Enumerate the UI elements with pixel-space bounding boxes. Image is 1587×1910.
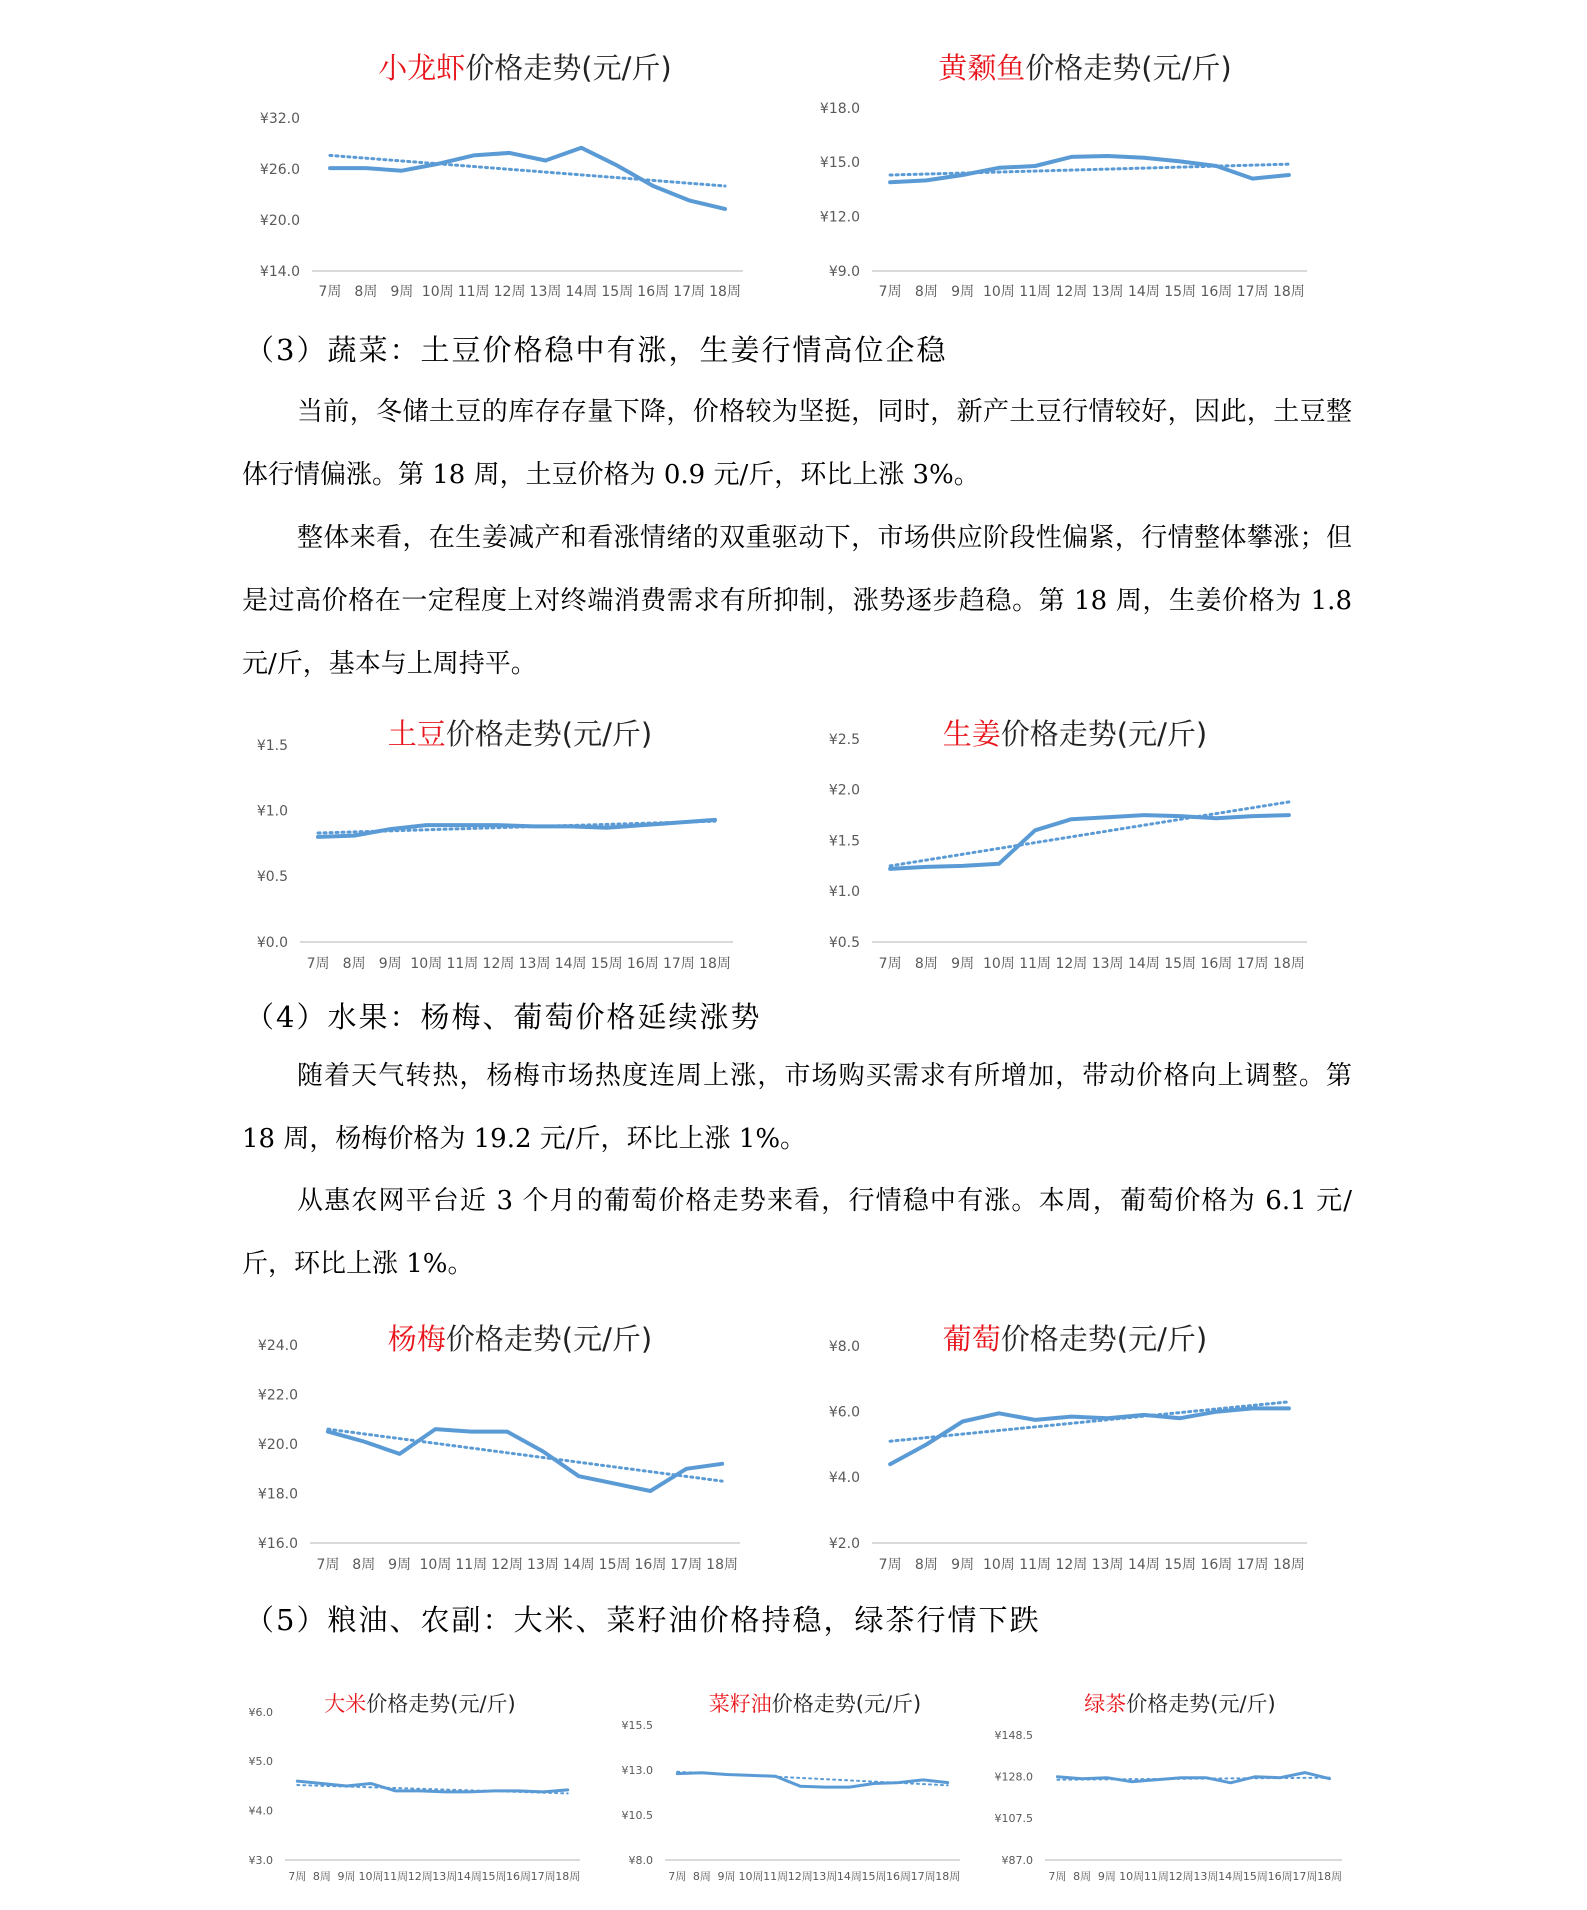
x-tick-label: 8周	[342, 956, 366, 972]
x-tick-label: 10周	[421, 284, 454, 300]
section-heading-vegetable: （3）蔬菜：土豆价格稳中有涨，生姜行情高位企稳	[245, 333, 948, 367]
y-tick-label: ¥20.0	[257, 1436, 298, 1453]
x-tick-label: 12周	[1055, 1557, 1088, 1573]
x-tick-label: 8周	[914, 284, 938, 300]
x-tick-label: 16周	[506, 1870, 532, 1883]
chart-plot	[240, 1315, 770, 1580]
chart-rice	[240, 1680, 590, 1890]
x-tick-label: 11周	[763, 1870, 789, 1883]
chart-plot	[240, 38, 770, 303]
x-tick-label: 18周	[935, 1870, 961, 1883]
x-tick-label: 14周	[1127, 284, 1160, 300]
chart-title-rest: 价格走势(元/斤)	[1000, 717, 1208, 751]
chart-title-rest: 价格走势(元/斤)	[1000, 1322, 1208, 1356]
x-tick-label: 15周	[590, 956, 623, 972]
x-tick-label: 16周	[886, 1870, 912, 1883]
x-tick-label: 13周	[1091, 284, 1124, 300]
chart-title-highlight: 小龙虾	[378, 51, 466, 85]
x-tick-label: 10周	[982, 284, 1015, 300]
y-tick-label: ¥3.0	[248, 1853, 273, 1867]
x-tick-label: 10周	[410, 956, 443, 972]
chart-croaker	[800, 38, 1330, 303]
x-tick-label: 7周	[878, 284, 902, 300]
chart-plot	[800, 1315, 1330, 1580]
x-tick-label: 13周	[812, 1870, 838, 1883]
x-tick-label: 11周	[1019, 1557, 1052, 1573]
x-tick-label: 15周	[601, 284, 634, 300]
y-tick-label: ¥13.0	[621, 1763, 653, 1777]
x-tick-label: 16周	[1200, 284, 1233, 300]
chart-crayfish	[240, 38, 770, 303]
chart-title-highlight: 杨梅	[387, 1322, 446, 1356]
y-tick-label: ¥15.0	[819, 155, 860, 172]
y-tick-label: ¥32.0	[259, 110, 300, 127]
chart-plot	[240, 710, 770, 975]
y-tick-label: ¥12.0	[819, 209, 860, 226]
x-tick-label: 14周	[1127, 1557, 1160, 1573]
x-tick-label: 8周	[354, 284, 378, 300]
y-tick-label: ¥1.5	[828, 833, 860, 850]
x-tick-label: 15周	[1164, 1557, 1197, 1573]
x-tick-label: 18周	[699, 956, 731, 972]
x-tick-label: 9周	[390, 284, 414, 300]
x-tick-label: 7周	[306, 956, 330, 972]
x-tick-label: 18周	[1317, 1870, 1343, 1883]
x-tick-label: 13周	[1193, 1870, 1219, 1883]
series-line	[890, 815, 1289, 869]
x-tick-label: 16周	[1267, 1870, 1293, 1883]
chart-title-highlight: 土豆	[387, 717, 446, 751]
x-tick-label: 9周	[951, 284, 975, 300]
y-tick-label: ¥1.0	[256, 803, 288, 820]
x-tick-label: 15周	[1164, 284, 1197, 300]
x-tick-label: 16周	[637, 284, 670, 300]
x-tick-label: 9周	[1097, 1870, 1116, 1883]
x-tick-label: 12周	[493, 284, 526, 300]
y-tick-label: ¥18.0	[257, 1486, 298, 1503]
chart-potato	[240, 710, 770, 975]
x-tick-label: 17周	[910, 1870, 936, 1883]
x-tick-label: 18周	[1272, 1557, 1305, 1573]
chart-title-rest: 价格走势(元/斤)	[1025, 51, 1232, 85]
x-tick-label: 17周	[673, 284, 706, 300]
x-tick-label: 9周	[951, 1557, 975, 1573]
x-tick-label: 16周	[1200, 1557, 1233, 1573]
trend-line	[890, 802, 1289, 866]
y-tick-label: ¥2.0	[828, 782, 860, 799]
chart-title-rest: 价格走势(元/斤)	[445, 717, 653, 751]
x-tick-label: 8周	[692, 1870, 711, 1883]
x-tick-label: 8周	[312, 1870, 331, 1883]
trend-line	[890, 1402, 1289, 1441]
x-tick-label: 15周	[598, 1557, 631, 1573]
chart-plot	[240, 1680, 590, 1890]
x-tick-label: 14周	[1218, 1870, 1244, 1883]
x-tick-label: 18周	[706, 1557, 738, 1573]
x-tick-label: 14周	[836, 1870, 862, 1883]
x-tick-label: 12周	[787, 1870, 813, 1883]
chart-title-rest: 价格走势(元/斤)	[1126, 1692, 1276, 1716]
x-tick-label: 11周	[1019, 956, 1052, 972]
y-tick-label: ¥16.0	[257, 1535, 298, 1552]
y-tick-label: ¥10.5	[621, 1808, 653, 1822]
chart-plot	[990, 1680, 1350, 1890]
x-tick-label: 15周	[861, 1870, 887, 1883]
x-tick-label: 18周	[709, 284, 741, 300]
y-tick-label: ¥4.0	[248, 1804, 273, 1818]
paragraph-grape: 从惠农网平台近 3 个月的葡萄价格走势来看，行情稳中有涨。本周，葡萄价格为 6.1 元/斤，环比上涨 1%。	[242, 1186, 1352, 1279]
y-tick-label: ¥107.5	[994, 1812, 1033, 1826]
x-tick-label: 7周	[1048, 1870, 1067, 1883]
chart-title-highlight: 菜籽油	[708, 1692, 772, 1716]
x-tick-label: 10周	[1119, 1870, 1145, 1883]
x-tick-label: 18周	[555, 1870, 581, 1883]
chart-rapeseed	[620, 1680, 970, 1890]
x-tick-label: 11周	[1143, 1870, 1169, 1883]
x-tick-label: 17周	[1236, 956, 1269, 972]
y-tick-label: ¥22.0	[257, 1387, 298, 1404]
chart-title-rest: 价格走势(元/斤)	[771, 1692, 922, 1716]
chart-title-rest: 价格走势(元/斤)	[366, 1692, 516, 1716]
series-line	[677, 1773, 947, 1787]
y-tick-label: ¥5.0	[248, 1755, 273, 1769]
trend-line	[328, 1429, 722, 1481]
x-tick-label: 15周	[1164, 956, 1197, 972]
x-tick-label: 16周	[634, 1557, 667, 1573]
x-tick-label: 7周	[316, 1557, 340, 1573]
x-tick-label: 11周	[455, 1557, 488, 1573]
chart-title-highlight: 绿茶	[1084, 1692, 1127, 1716]
x-tick-label: 18周	[1272, 956, 1305, 972]
y-tick-label: ¥2.0	[828, 1535, 860, 1552]
paragraph-bayberry: 随着天气转热，杨梅市场热度连周上涨，市场购买需求有所增加，带动价格向上调整。第 18 周，杨梅价格为 19.2 元/斤，环比上涨 1%。	[242, 1061, 1352, 1154]
x-tick-label: 13周	[432, 1870, 458, 1883]
y-tick-label: ¥1.0	[828, 884, 860, 901]
chart-title-rest: 价格走势(元/斤)	[445, 1322, 653, 1356]
x-tick-label: 8周	[1073, 1870, 1092, 1883]
x-tick-label: 10周	[982, 956, 1015, 972]
y-tick-label: ¥14.0	[259, 263, 300, 280]
chart-title-highlight: 黄颡鱼	[938, 51, 1026, 85]
chart-plot	[800, 38, 1330, 303]
x-tick-label: 9周	[951, 956, 975, 972]
y-tick-label: ¥1.5	[256, 737, 288, 754]
x-tick-label: 12周	[482, 956, 515, 972]
x-tick-label: 10周	[358, 1870, 384, 1883]
chart-greentea	[990, 1680, 1350, 1890]
x-tick-label: 16周	[626, 956, 659, 972]
y-tick-label: ¥8.0	[628, 1853, 653, 1867]
y-tick-label: ¥4.0	[828, 1470, 860, 1487]
x-tick-label: 16周	[1200, 956, 1233, 972]
paragraph-potato: 当前，冬储土豆的库存存量下降，价格较为坚挺，同时，新产土豆行情较好，因此，土豆整体行情偏涨。第 18 周，土豆价格为 0.9 元/斤，环比上涨 3%。	[242, 397, 1352, 490]
x-tick-label: 10周	[738, 1870, 764, 1883]
x-tick-label: 9周	[388, 1557, 412, 1573]
chart-plot	[800, 710, 1330, 975]
x-tick-label: 12周	[1055, 956, 1088, 972]
x-tick-label: 14周	[562, 1557, 595, 1573]
chart-plot	[620, 1680, 970, 1890]
section-heading-fruit: （4）水果：杨梅、葡萄价格延续涨势	[245, 1000, 762, 1034]
y-tick-label: ¥9.0	[828, 263, 860, 280]
y-tick-label: ¥15.5	[621, 1718, 653, 1732]
series-line	[1057, 1773, 1329, 1783]
x-tick-label: 8周	[352, 1557, 376, 1573]
y-tick-label: ¥26.0	[259, 161, 300, 178]
y-tick-label: ¥6.0	[828, 1404, 860, 1421]
y-tick-label: ¥128.0	[994, 1770, 1033, 1784]
y-tick-label: ¥24.0	[257, 1337, 298, 1354]
x-tick-label: 14周	[565, 284, 598, 300]
x-tick-label: 14周	[456, 1870, 482, 1883]
y-tick-label: ¥148.5	[994, 1728, 1033, 1742]
paragraph-ginger: 整体来看，在生姜减产和看涨情绪的双重驱动下，市场供应阶段性偏紧，行情整体攀涨；但是过高价格在一定程度上对终端消费需求有所抑制，涨势逐步趋稳。第 18 周，生姜价格为 1.8 元/斤，基本与上周持平。	[242, 523, 1352, 679]
x-tick-label: 7周	[878, 1557, 902, 1573]
x-tick-label: 13周	[527, 1557, 559, 1573]
chart-grape	[800, 1315, 1330, 1580]
x-tick-label: 8周	[914, 956, 938, 972]
y-tick-label: ¥8.0	[828, 1338, 860, 1355]
x-tick-label: 10周	[419, 1557, 452, 1573]
chart-title-highlight: 生姜	[942, 717, 1001, 751]
chart-ginger	[800, 710, 1330, 975]
x-tick-label: 17周	[1236, 284, 1269, 300]
y-tick-label: ¥20.0	[259, 212, 300, 229]
x-tick-label: 17周	[1292, 1870, 1318, 1883]
x-tick-label: 14周	[1127, 956, 1160, 972]
x-tick-label: 9周	[717, 1870, 736, 1883]
x-tick-label: 11周	[1019, 284, 1052, 300]
x-tick-label: 17周	[1236, 1557, 1269, 1573]
x-tick-label: 7周	[288, 1870, 307, 1883]
x-tick-label: 15周	[1242, 1870, 1268, 1883]
series-line	[330, 148, 725, 209]
x-tick-label: 14周	[554, 956, 587, 972]
x-tick-label: 17周	[530, 1870, 556, 1883]
x-tick-label: 11周	[446, 956, 479, 972]
series-line	[297, 1781, 567, 1792]
x-tick-label: 17周	[662, 956, 695, 972]
x-tick-label: 12周	[491, 1557, 523, 1573]
x-tick-label: 9周	[378, 956, 402, 972]
x-tick-label: 18周	[1272, 284, 1305, 300]
x-tick-label: 13周	[1091, 1557, 1124, 1573]
section-heading-grain: （5）粮油、农副：大米、菜籽油价格持稳，绿茶行情下跌	[245, 1603, 1041, 1637]
chart-bayberry	[240, 1315, 770, 1580]
x-tick-label: 8周	[914, 1557, 938, 1573]
x-tick-label: 13周	[529, 284, 562, 300]
x-tick-label: 11周	[457, 284, 490, 300]
x-tick-label: 15周	[481, 1870, 507, 1883]
x-tick-label: 12周	[407, 1870, 433, 1883]
y-tick-label: ¥0.5	[828, 934, 860, 951]
x-tick-label: 9周	[337, 1870, 356, 1883]
x-tick-label: 11周	[383, 1870, 409, 1883]
y-tick-label: ¥87.0	[1001, 1853, 1033, 1867]
x-tick-label: 7周	[878, 956, 902, 972]
x-tick-label: 10周	[982, 1557, 1015, 1573]
y-tick-label: ¥18.0	[819, 100, 860, 117]
x-tick-label: 12周	[1055, 284, 1088, 300]
x-tick-label: 12周	[1168, 1870, 1194, 1883]
chart-title-highlight: 大米	[324, 1692, 367, 1716]
x-tick-label: 17周	[670, 1557, 703, 1573]
y-tick-label: ¥0.0	[256, 934, 288, 951]
y-tick-label: ¥2.5	[828, 731, 860, 748]
x-tick-label: 13周	[518, 956, 551, 972]
y-tick-label: ¥6.0	[248, 1705, 273, 1719]
chart-title-highlight: 葡萄	[942, 1322, 1001, 1356]
chart-title-rest: 价格走势(元/斤)	[465, 51, 672, 85]
x-tick-label: 13周	[1091, 956, 1124, 972]
x-tick-label: 7周	[318, 284, 342, 300]
y-tick-label: ¥0.5	[256, 869, 288, 886]
x-tick-label: 7周	[668, 1870, 687, 1883]
